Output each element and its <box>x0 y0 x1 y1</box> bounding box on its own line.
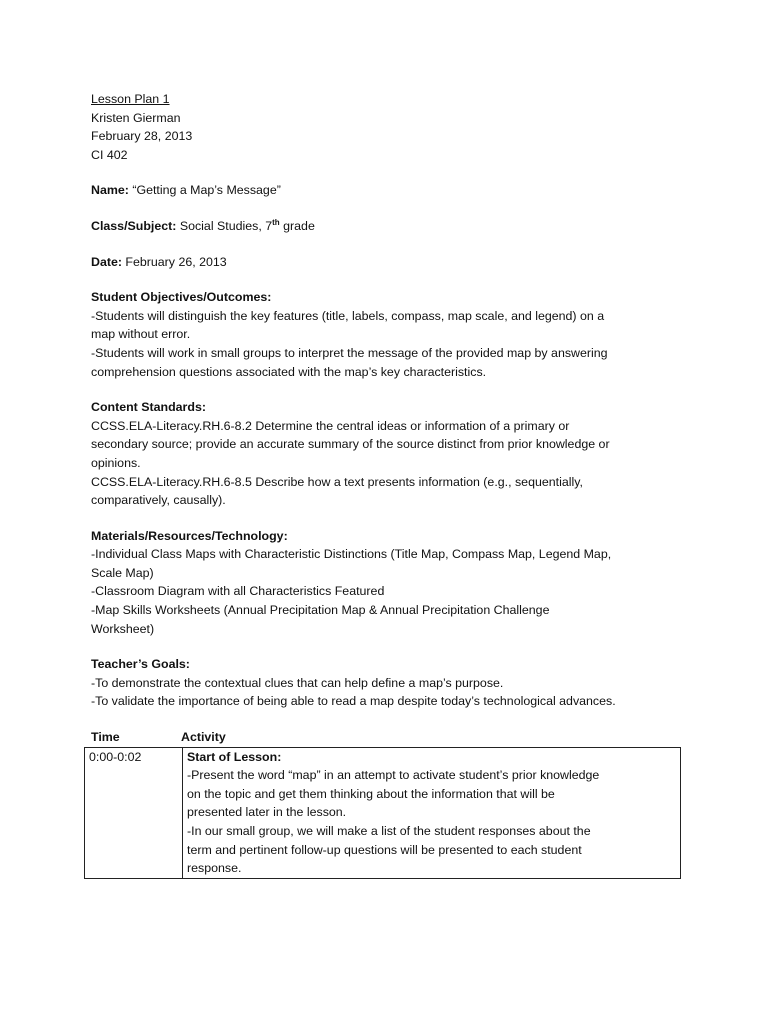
standards-line: CCSS.ELA-Literacy.RH.6-8.5 Describe how a text presents information (e.g., sequentially, <box>91 474 583 489</box>
objectives-line: -Students will distinguish the key features (title, labels, compass, map scale, and legend) on a <box>91 308 605 323</box>
activity-section <box>91 728 691 879</box>
activity-line: on the topic and get them thinking about the information that will be <box>187 786 555 801</box>
standards-line: comparatively, causally). <box>91 493 226 508</box>
materials-line: -Individual Class Maps with Characteristic Distinctions (Title Map, Compass Map, Legend Map, <box>91 547 612 562</box>
materials-line: -Classroom Diagram with all Characteristics Featured <box>91 584 385 599</box>
activity-line: -Present the word “map” in an attempt to activate student’s prior knowledge <box>187 768 600 783</box>
lesson-plan-document <box>91 90 691 879</box>
goals-section <box>91 655 691 711</box>
activity-table <box>84 747 681 879</box>
document-title: Lesson Plan 1 <box>91 92 170 106</box>
materials-line: -Map Skills Worksheets (Annual Precipitation Map & Annual Precipitation Challenge <box>91 603 550 618</box>
standards-line: secondary source; provide an accurate summary of the source distinct from prior knowledge or <box>91 437 610 452</box>
lesson-date-line <box>91 253 691 272</box>
lesson-date-value: February 26, 2013 <box>121 254 227 269</box>
grade-ordinal-suffix: th <box>272 217 280 227</box>
materials-line: Scale Map) <box>91 565 154 580</box>
activity-line: -In our small group, we will make a list of the student responses about the <box>187 824 591 838</box>
standards-line: CCSS.ELA-Literacy.RH.6-8.2 Determine the central ideas or information of a primary or <box>91 418 570 433</box>
standards-line: opinions. <box>91 455 141 470</box>
activity-description-cell <box>183 747 681 878</box>
activity-column-header: Activity <box>181 730 226 745</box>
lesson-name-line <box>91 181 691 200</box>
activity-line: term and pertinent follow-up questions will be presented to each student <box>187 842 582 857</box>
materials-section <box>91 527 691 639</box>
materials-heading: Materials/Resources/Technology: <box>91 528 288 543</box>
lesson-date-label: Date: <box>91 254 122 269</box>
activity-line: presented later in the lesson. <box>187 805 347 820</box>
class-subject-value-end: grade <box>279 218 315 233</box>
course-code: CI 402 <box>91 147 128 162</box>
author-name: Kristen Gierman <box>91 110 181 125</box>
activity-line: response. <box>187 861 242 876</box>
class-subject-value: Social Studies, 7 <box>176 218 273 233</box>
activity-time-cell: 0:00-0:02 <box>85 747 183 878</box>
class-subject-label: Class/Subject: <box>91 218 177 233</box>
standards-section <box>91 398 691 510</box>
lesson-name-label: Name: <box>91 183 129 198</box>
goals-line: -To validate the importance of being able to read a map despite today’s technological advances. <box>91 694 616 709</box>
document-date: February 28, 2013 <box>91 129 193 144</box>
activity-table-header <box>91 728 691 747</box>
lesson-name-value: “Getting a Map’s Message” <box>128 183 281 198</box>
activity-heading: Start of Lesson: <box>187 749 282 764</box>
standards-heading: Content Standards: <box>91 400 206 415</box>
goals-line: -To demonstrate the contextual clues that can help define a map’s purpose. <box>91 675 504 690</box>
objectives-section <box>91 288 691 381</box>
objectives-line: -Students will work in small groups to interpret the message of the provided map by answering <box>91 345 608 360</box>
objectives-line: comprehension questions associated with the map’s key characteristics. <box>91 364 487 379</box>
class-subject-line <box>91 217 691 236</box>
time-column-header: Time <box>91 730 120 745</box>
objectives-line: map without error. <box>91 327 191 342</box>
table-row <box>85 747 681 878</box>
goals-heading: Teacher’s Goals: <box>91 657 190 672</box>
objectives-heading: Student Objectives/Outcomes: <box>91 290 272 305</box>
materials-line: Worksheet) <box>91 621 155 636</box>
